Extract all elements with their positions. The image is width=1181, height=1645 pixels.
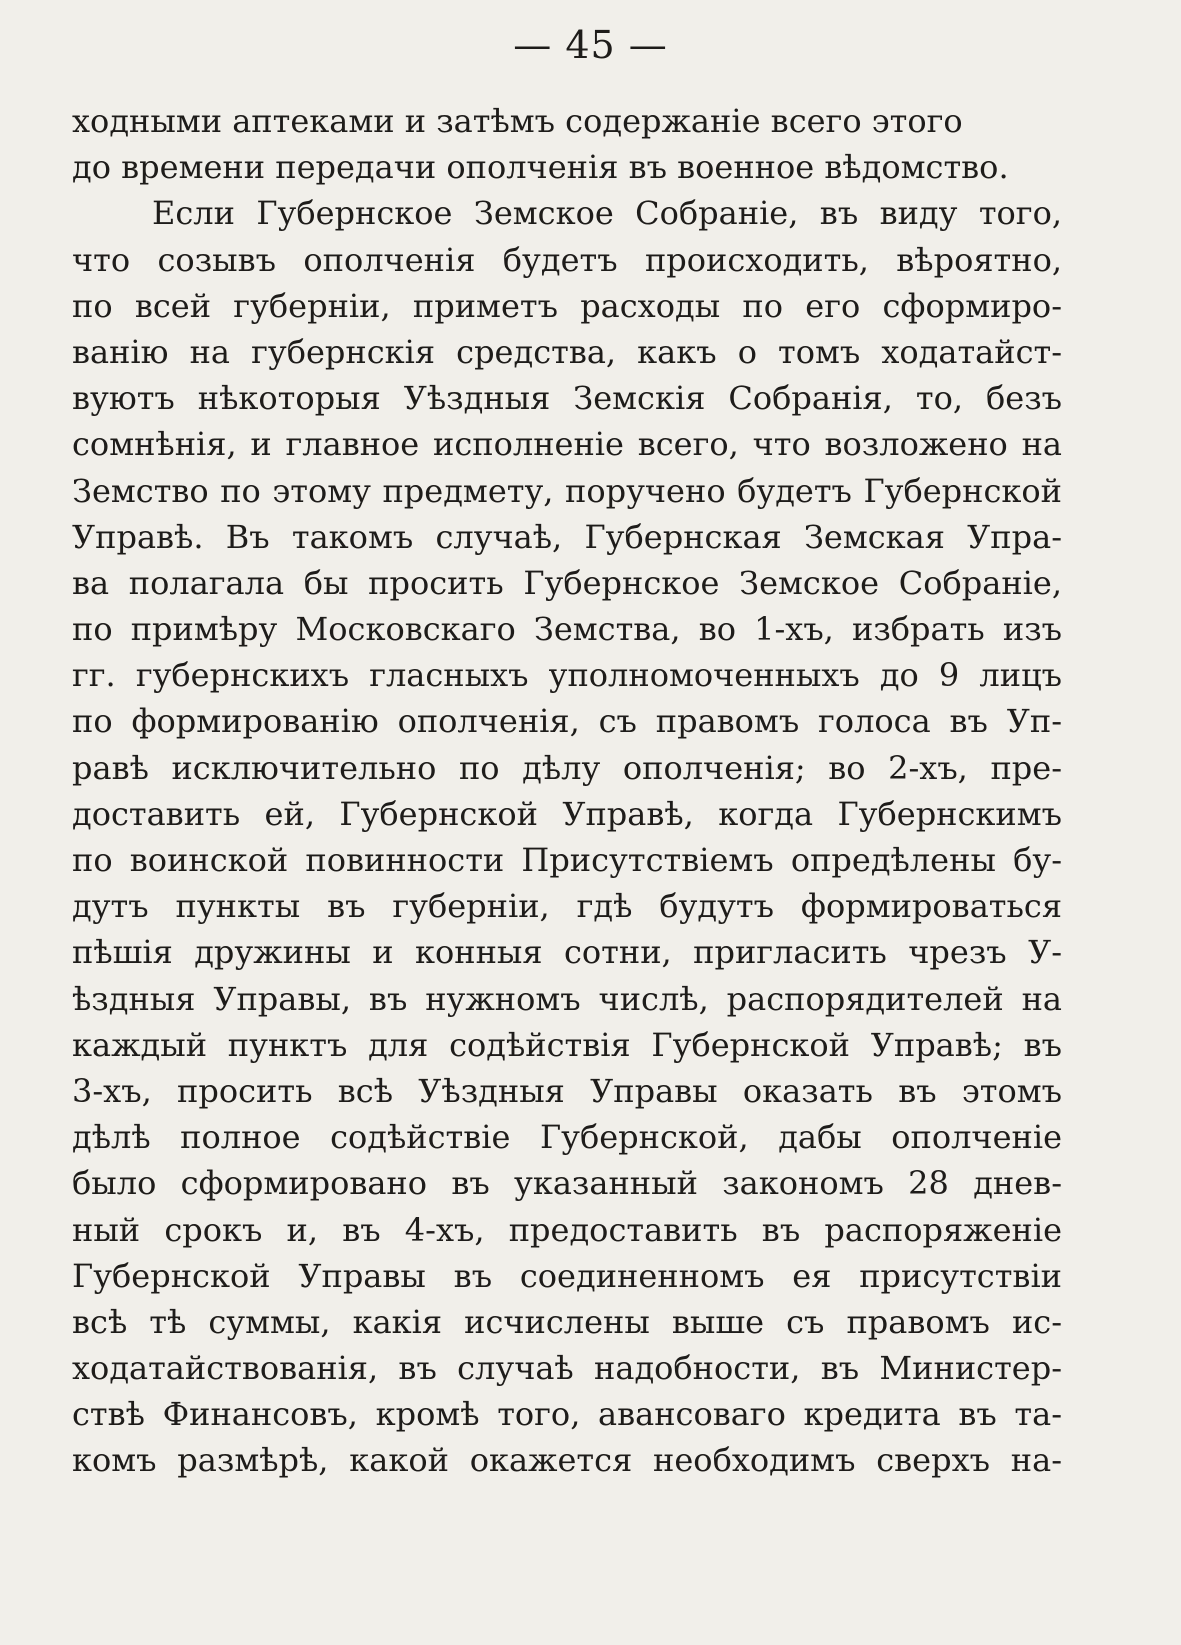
text-line: ходными аптеками и затѣмъ содержаніе всего этого xyxy=(72,102,963,140)
text-line: по воинской повинности Присутствіемъ опредѣлены бу- xyxy=(72,841,1062,879)
text-line: по формированію ополченія, съ правомъ голоса въ Уп- xyxy=(72,702,1062,741)
text-line: 3-хъ, просить всѣ Уѣздныя Управы оказать въ этомъ xyxy=(72,1071,1062,1110)
text-line: что созывъ ополченія будетъ происходить, вѣроятно, xyxy=(72,240,1062,279)
text-line: доставить ей, Губернской Управѣ, когда Губернскимъ xyxy=(72,794,1062,833)
text-line: дѣлѣ полное содѣйствіе Губернской, дабы ополченіе xyxy=(72,1118,1062,1157)
text-line: ва полагала бы просить Губернское Земское Собраніе, xyxy=(72,563,1062,602)
text-line: равѣ исключительно по дѣлу ополченія; во 2-хъ, пре- xyxy=(72,748,1062,787)
text-line: всѣ тѣ суммы, какія исчислены выше съ правомъ ис- xyxy=(72,1302,1062,1341)
text-line: сомнѣнія, и главное исполненіе всего, что возложено на xyxy=(72,425,1062,464)
text-line: Управѣ. Въ такомъ случаѣ, Губернская Земская Упра- xyxy=(72,517,1062,556)
text-line: гг. губернскихъ гласныхъ уполномоченныхъ до 9 лицъ xyxy=(72,656,1062,695)
text-line: по всей губерніи, приметъ расходы по его сформиро- xyxy=(72,286,1062,325)
text-line: ствѣ Финансовъ, кромѣ того, авансоваго кредита въ та- xyxy=(72,1395,1062,1434)
body-text xyxy=(72,98,1062,1484)
text-line: Земство по этому предмету, поручено будетъ Губернской xyxy=(72,471,1062,510)
text-line: было сформировано въ указанный закономъ 28 днев- xyxy=(72,1164,1062,1203)
text-line: дутъ пункты въ губерніи, гдѣ будутъ формироваться xyxy=(72,887,1062,926)
text-line: Губернской Управы въ соединенномъ ея присутствіи xyxy=(72,1256,1062,1295)
text-line: вуютъ нѣкоторыя Уѣздныя Земскія Собранія, то, безъ xyxy=(72,379,1062,418)
text-line: комъ размѣрѣ, какой окажется необходимъ сверхъ на- xyxy=(72,1441,1062,1480)
text-line: до времени передачи ополченія въ военное вѣдомство. xyxy=(72,148,1009,187)
text-line: ный срокъ и, въ 4-хъ, предоставить въ распоряженіе xyxy=(72,1210,1062,1249)
text-line: ѣздныя Управы, въ нужномъ числѣ, распорядителей на xyxy=(72,979,1062,1018)
text-line: ванію на губернскія средства, какъ о томъ ходатайст- xyxy=(72,332,1062,371)
text-line: каждый пунктъ для содѣйствія Губернской Управѣ; въ xyxy=(72,1025,1062,1064)
page-number: — 45 — xyxy=(513,23,668,67)
text-line: Если Губернское Земское Собраніе, въ виду того, xyxy=(152,194,1062,233)
text-line: ходатайствованія, въ случаѣ надобности, въ Министер- xyxy=(72,1349,1062,1388)
text-line: пѣшія дружины и конныя сотни, пригласить чрезъ У- xyxy=(72,933,1062,972)
text-line: по примѣру Московскаго Земства, во 1-хъ, избрать изъ xyxy=(72,610,1062,649)
